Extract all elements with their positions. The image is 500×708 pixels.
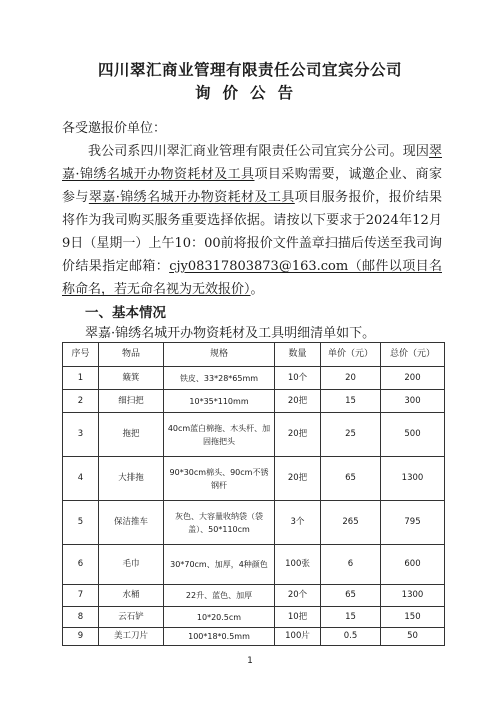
cell-total: 600 <box>381 545 445 585</box>
cell-price: 65 <box>321 457 381 501</box>
cell-price: 0.5 <box>321 628 381 646</box>
table-row <box>63 628 445 646</box>
cell-price: 65 <box>321 585 381 607</box>
cell-no: 7 <box>63 585 99 607</box>
col-header-qty: 数量 <box>275 343 321 367</box>
cell-total: 200 <box>381 367 445 390</box>
cell-total: 300 <box>381 390 445 413</box>
table-row <box>63 457 445 501</box>
table-row <box>63 367 445 390</box>
cell-price: 25 <box>321 413 381 457</box>
cell-qty: 100片 <box>275 628 321 646</box>
section-heading: 一、基本情况 <box>85 305 166 321</box>
cell-no: 9 <box>63 628 99 646</box>
cell-total: 795 <box>381 501 445 545</box>
cell-no: 4 <box>63 457 99 501</box>
table-row <box>63 413 445 457</box>
materials-table <box>62 342 445 646</box>
body-text-end: 。 <box>250 282 264 297</box>
page-number: 1 <box>247 656 253 666</box>
cell-qty: 20个 <box>275 585 321 607</box>
cell-item: 美工刀片 <box>99 628 164 646</box>
col-header-price: 单价（元） <box>321 343 381 367</box>
table-header-row <box>63 343 445 367</box>
body-paragraph <box>62 140 442 301</box>
cell-total: 50 <box>381 628 445 646</box>
body-text-2: 项目采购需要，诚邀企业、商家参与 <box>62 167 442 205</box>
cell-qty: 10把 <box>275 607 321 628</box>
document-title: 询价公告 <box>194 83 305 102</box>
cell-spec: 10*20.5cm <box>164 607 275 628</box>
cell-spec: 灰色、大容量收纳袋（袋盖）、50*110cm <box>164 501 275 545</box>
cell-item: 水桶 <box>99 585 164 607</box>
cell-spec: 100*18*0.5mm <box>164 628 275 646</box>
col-header-item: 物品 <box>99 343 164 367</box>
cell-price: 15 <box>321 390 381 413</box>
cell-total: 1300 <box>381 585 445 607</box>
cell-spec: 30*70cm、加厚，4种颜色 <box>164 545 275 585</box>
table-row <box>63 390 445 413</box>
col-header-spec: 规格 <box>164 343 275 367</box>
cell-qty: 20把 <box>275 413 321 457</box>
cell-spec: 铁皮、33*28*65mm <box>164 367 275 390</box>
cell-item: 毛巾 <box>99 545 164 585</box>
company-title: 四川翠汇商业管理有限责任公司宜宾分公司 <box>97 60 402 79</box>
cell-qty: 20把 <box>275 457 321 501</box>
project-name-2: 翠嘉·锦绣名城开办物资耗材及工具 <box>88 190 295 205</box>
cell-price: 6 <box>321 545 381 585</box>
cell-total: 1300 <box>381 457 445 501</box>
cell-item: 保洁推车 <box>99 501 164 545</box>
cell-no: 6 <box>63 545 99 585</box>
cell-qty: 10个 <box>275 367 321 390</box>
cell-no: 5 <box>63 501 99 545</box>
cell-spec: 10*35*110mm <box>164 390 275 413</box>
addressee: 各受邀报价单位： <box>62 121 167 136</box>
cell-item: 云石铲 <box>99 607 164 628</box>
cell-spec: 90*30cm棉头、90cm不锈钢杆 <box>164 457 275 501</box>
col-header-no: 序号 <box>63 343 99 367</box>
cell-no: 1 <box>63 367 99 390</box>
cell-item: 大排拖 <box>99 457 164 501</box>
cell-item: 细扫把 <box>99 390 164 413</box>
cell-qty: 20把 <box>275 390 321 413</box>
cell-total: 500 <box>381 413 445 457</box>
cell-price: 20 <box>321 367 381 390</box>
cell-spec: 22升、蓝色、加厚 <box>164 585 275 607</box>
cell-price: 15 <box>321 607 381 628</box>
table-row <box>63 607 445 628</box>
cell-item: 拖把 <box>99 413 164 457</box>
table-row <box>63 501 445 545</box>
cell-spec: 40cm蓝白棉拖、木头杆、加固拖把头 <box>164 413 275 457</box>
email-note: cjy08317803873@163.com（邮件以项目名称命名，若无命名视为无效报价） <box>62 259 442 297</box>
cell-total: 150 <box>381 607 445 628</box>
col-header-total: 总价（元） <box>381 343 445 367</box>
body-text-1: 我公司系四川翠汇商业管理有限责任公司宜宾分公司。现因 <box>88 144 429 159</box>
table-row <box>63 585 445 607</box>
project-name: 翠嘉·锦绣名城开办物资耗材及工具 <box>62 144 442 182</box>
cell-no: 8 <box>63 607 99 628</box>
cell-qty: 100张 <box>275 545 321 585</box>
cell-qty: 3个 <box>275 501 321 545</box>
body-text-3: 项目服务报价，报价结果将作为我司购买服务重要选择依据。请按以下要求于2024年12月9日（星期一）上午10：00前将报价文件盖章扫描后传送至我司询价结果指定邮箱： <box>62 190 442 274</box>
cell-no: 3 <box>63 413 99 457</box>
cell-item: 簸箕 <box>99 367 164 390</box>
section-intro: 翠嘉·锦绣名城开办物资耗材及工具明细清单如下。 <box>85 326 376 341</box>
cell-no: 2 <box>63 390 99 413</box>
cell-price: 265 <box>321 501 381 545</box>
table-row <box>63 545 445 585</box>
